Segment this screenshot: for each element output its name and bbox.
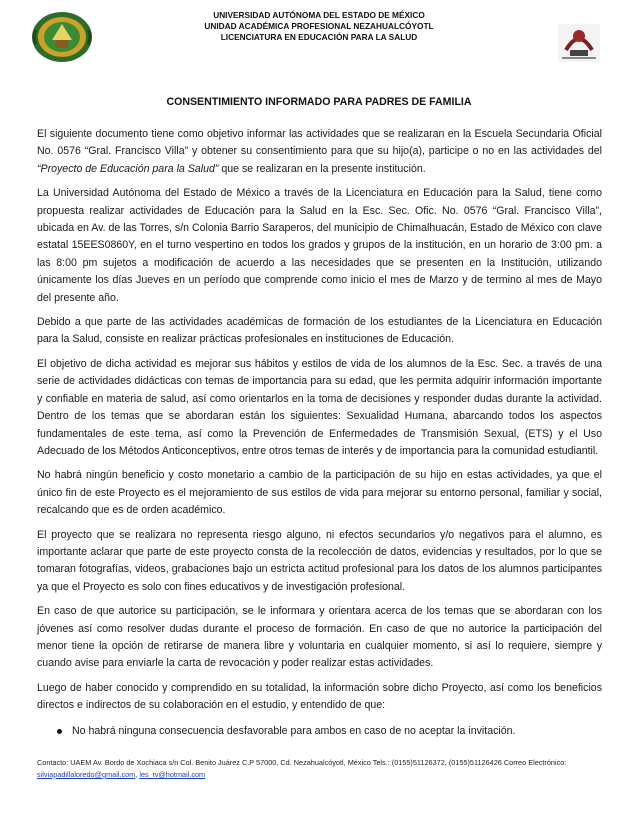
bullet-icon [57, 729, 62, 734]
faculty-emblem-icon [552, 20, 606, 66]
document-title: CONSENTIMIENTO INFORMADO PARA PADRES DE FAMILIA [166, 96, 472, 108]
bullet-text: No habrá ninguna consecuencia desfavorable para ambos en caso de no aceptar la invitación. [72, 724, 516, 737]
paragraph-3: Debido a que parte de las actividades académicas de formación de los estudiantes de la Licenciatura en Educación para la Salud, consiste en realizar prácticas profesionales en instituciones de Educación. [37, 316, 602, 346]
footer-contact: Contacto: UAEM Av. Bordo de Xochiaca s/n Col. Benito Juárez C.P 57000, Cd. Nezahualcóyotl, México Tels.: (0155)51126372, (0155)51126426 Correo Electrónico: [37, 758, 567, 767]
paragraph-2: La Universidad Autónoma del Estado de México a través de la Licenciatura en Educación para la Salud, tiene como propuesta realizar actividades de Educación para la Salud en la Esc. Sec. Ofic. No. 0576 “Gral. Francisco Villa”, ubicada en Av. de las Torres, s/n Colonia Barrio Saraperos, del municipio de Chimalhuacán, Estado de México con clave estatal 15EES0860Y, en el turno vespertino en todos los grados y grupos de la institución, en un horario de 3:00 pm. a las 8:00 pm sujetos a modificación de acuerdo a las necesidades que se presenten en la Institución, utilizando únicamente los días Jueves en un período que comprende como inicio el mes de Marzo y de termino al mes de Mayo del presente año. [37, 187, 602, 304]
project-name: “Proyecto de Educación para la Salud” [37, 162, 219, 175]
paragraph-7: En caso de que autorice su participación, se le informara y orientara acerca de los temas que se abordaran con los jóvenes así como resolver dudas durante el proceso de formación. En caso de que no autorice la participación del menor tiene la opción de retirarse de manera libre y voluntaria en cualquier momento, si así lo requiere, siempre y cuando avise para enviarle la carta de revocación y poder realizar estas actividades. [37, 605, 602, 670]
email-link-2[interactable]: les_tv@hotmail.com [139, 770, 206, 779]
paragraph-5: No habrá ningún beneficio y costo monetario a cambio de la participación de su hijo en estas actividades, ya que el único fin de este Proyecto es el mejoramiento de sus estilos de vida para mejorar su entorno personal, familiar y social, recalcando que es de orden académico. [37, 469, 602, 517]
paragraph-4: El objetivo de dicha actividad es mejorar sus hábitos y estilos de vida de los alumnos de la Esc. Sec. a través de una serie de actividades didácticas con temas de importancia para su edad, que les permita adquirir información importante y confiable en materia de salud, así como orientarlos en la toma de decisiones y responder dudas durante la actividad. Dentro de los temas que se abordaran están los siguientes: Sexualidad Humana, abarcando todos los aspectos fundamentales de este tema, así como la Prevención de Enfermedades de Transmisión Sexual, (ETS) y el Uso Adecuado de los Métodos Anticonceptivos, entre otros temas de interés y de importancia para la comunidad estudiantil. [37, 357, 602, 457]
header-program: LICENCIATURA EN EDUCACIÓN PARA LA SALUD [220, 32, 418, 42]
contact-footer [37, 757, 617, 781]
email-separator: , [135, 770, 138, 779]
header-university: UNIVERSIDAD AUTÓNOMA DEL ESTADO DE MÉXICO [213, 10, 425, 20]
document-body [37, 126, 602, 740]
paragraph-8: Luego de haber conocido y comprendido en su totalidad, la información sobre dicho Proyecto, así como los beneficios directos e indirectos de su colaboración en el estudio, y entendido de que: [37, 681, 602, 712]
header-unit: UNIDAD ACADÉMICA PROFESIONAL NEZAHUALCÓYOTL [204, 21, 434, 31]
institution-header [160, 10, 478, 43]
list-item [37, 723, 602, 740]
paragraph-6: El proyecto que se realizara no representa riesgo alguno, ni efectos secundarios y/o negativos para el alumno, es importante aclarar que parte de este proyecto consta de la recolección de datos, evidencias y resultados, por lo que se tomaran fotografías, videos, grabaciones bajo un estricta actitud profesional para los datos de los alumnos participantes ya que el Proyecto es solo con fines educativos y de investigación profesional. [37, 528, 602, 593]
university-crest-icon [30, 10, 94, 64]
paragraph-1: El siguiente documento tiene como objetivo informar las actividades que se realizaran en la Escuela Secundaria Oficial No. 0576 “Gral. Francisco Villa” y obtener su consentimiento para que su hijo(a), participe o no en las actividades del “Proyecto de Educación para la Salud” que se realizaran en la presente institución. [37, 128, 602, 175]
footer-emails [37, 769, 617, 781]
email-link-1[interactable]: silviapadillaloredo@gmail.com [37, 770, 136, 779]
